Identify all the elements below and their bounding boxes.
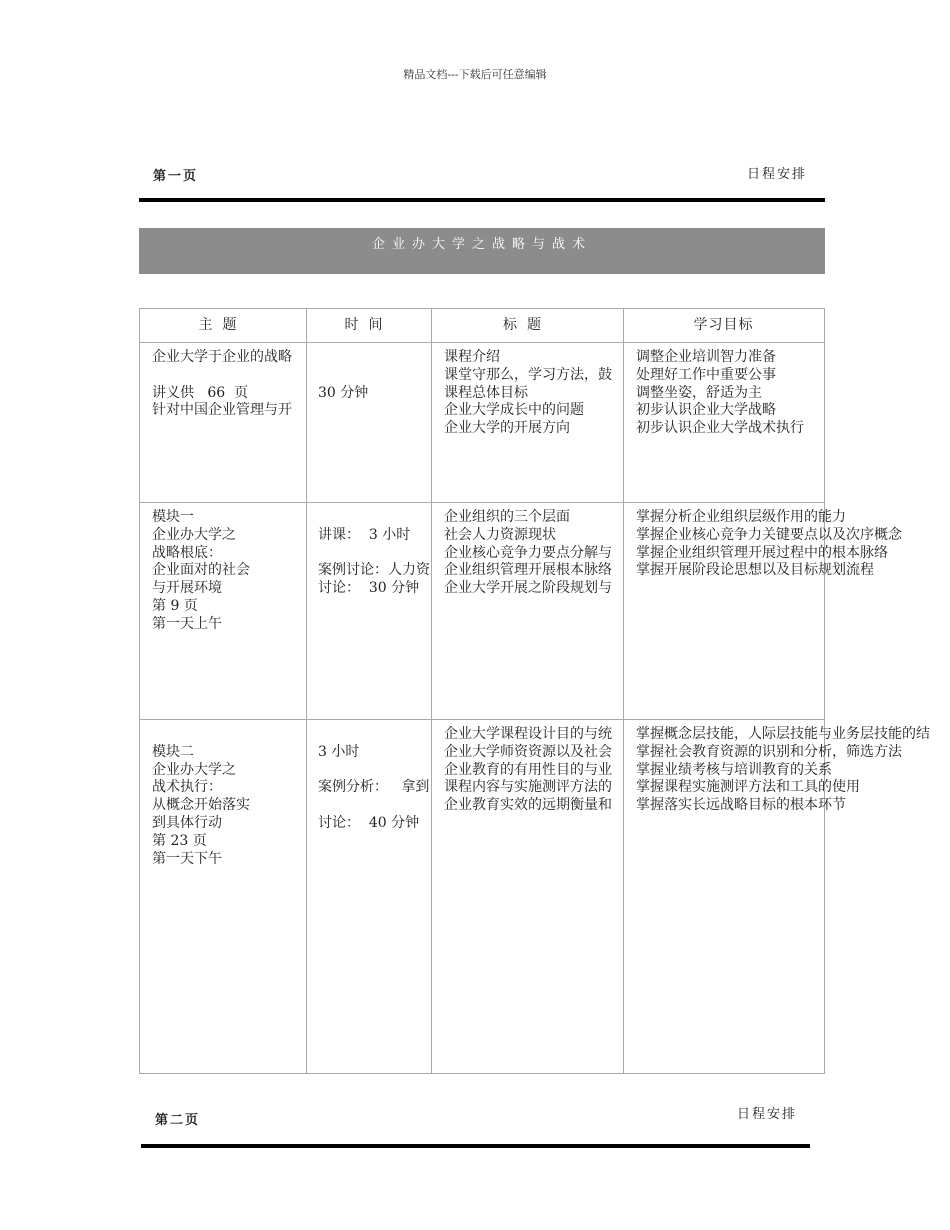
schedule-label-1: 日程安排	[747, 167, 808, 182]
cell-line: 针对中国企业管理与开	[152, 402, 292, 419]
cell-line: 社会人力资源现状	[444, 526, 556, 543]
cell-line: 企业大学课程设计目的与统	[444, 726, 612, 742]
watermark-text: 精品文档---下载后可任意编辑	[403, 68, 547, 81]
cell-line: 企业办大学之	[152, 526, 236, 543]
cell-line: 初步认识企业大学战略	[636, 402, 776, 419]
cell-line: 处理好工作中重要公事	[636, 366, 776, 383]
cell-line: 案例分析： 拿到	[318, 779, 430, 796]
cell-line: 课程总体目标	[444, 384, 528, 401]
cell-line: 课程介绍	[444, 349, 500, 365]
row-3-goals	[636, 726, 950, 815]
cell-line: 企业办大学之	[152, 761, 236, 778]
row-2-time	[318, 509, 431, 598]
cell-line: 课堂守那么，学习方法，鼓	[444, 366, 612, 383]
cell-line: 案例讨论：人力资	[318, 562, 430, 579]
cell-line: 掌握概念层技能，人际层技能与业务层技能的结	[636, 726, 930, 742]
cell-line: 课程内容与实施测评方法的	[444, 779, 612, 796]
cell-line: 第 9 页	[152, 597, 198, 614]
row-3-titles	[444, 726, 623, 815]
cell-line: 企业大学师资资源以及社会	[444, 743, 612, 760]
cell-line	[318, 367, 431, 385]
cell-line: 企业大学于企业的战略	[152, 349, 292, 365]
cell-line: 企业面对的社会	[152, 562, 250, 579]
page-label-2: 第二页	[155, 1113, 201, 1128]
row-1-goals	[636, 349, 804, 438]
cell-line: 企业组织的三个层面	[444, 509, 570, 525]
cell-line: 模块二	[152, 743, 194, 760]
cell-line: 模块一	[152, 509, 194, 525]
cell-line: 讨论： 30 分钟	[318, 580, 420, 597]
cell-line: 掌握分析企业组织层级作用的能力	[636, 509, 846, 525]
row-3-topic	[152, 726, 306, 868]
row-1-titles	[444, 349, 623, 438]
cell-line: 企业教育的有用性目的与业	[444, 761, 612, 778]
header-time: 时间	[344, 317, 393, 333]
cell-line: 第一天下午	[152, 850, 222, 867]
cell-line	[318, 545, 431, 563]
cell-line: 与开展环境	[152, 580, 222, 597]
cell-line: 企业大学开展之阶段规划与	[444, 580, 612, 597]
page-label-1: 第一页	[153, 169, 199, 184]
cell-line: 到具体行动	[152, 814, 222, 831]
cell-line	[152, 367, 306, 385]
cell-line: 企业核心竞争力要点分解与	[444, 544, 612, 561]
row-1-time	[318, 349, 431, 402]
header-rule-2	[141, 1144, 810, 1148]
cell-line: 企业大学的开展方向	[444, 420, 570, 437]
cell-line: 掌握开展阶段论思想以及目标规划流程	[636, 562, 874, 579]
course-title-banner: 企业办大学之战略与战术	[139, 228, 825, 274]
cell-line: 第 23 页	[152, 832, 207, 849]
cell-line: 掌握企业组织管理开展过程中的根本脉络	[636, 544, 888, 561]
row-2-goals	[636, 509, 950, 580]
cell-line: 3 小时	[318, 743, 360, 760]
cell-line: 掌握企业核心竞争力关键要点以及次序概念	[636, 526, 902, 543]
cell-line	[152, 726, 306, 744]
cell-line	[318, 509, 431, 527]
cell-line: 从概念开始落实	[152, 797, 250, 814]
cell-line: 掌握社会教育资源的识别和分析，筛选方法	[636, 743, 902, 760]
row-1-topic	[152, 349, 306, 420]
cell-line: 掌握落实长远战略目标的根本环节	[636, 797, 846, 814]
header-title: 标题	[503, 317, 551, 333]
cell-line: 讲义供 66 页	[152, 384, 249, 401]
row-2-titles	[444, 509, 623, 598]
cell-line: 企业组织管理开展根本脉络	[444, 562, 612, 579]
cell-line: 掌握业绩考核与培训教育的关系	[636, 761, 832, 778]
cell-line	[318, 797, 431, 815]
cell-line: 30 分钟	[318, 384, 369, 401]
cell-line	[318, 349, 431, 367]
header-topic: 主题	[198, 317, 247, 333]
schedule-table	[139, 308, 930, 1074]
cell-line: 第一天上午	[152, 615, 222, 632]
header-goals: 学习目标	[693, 317, 754, 333]
row-2-topic	[152, 509, 306, 634]
header-rule-1	[139, 198, 825, 202]
row-3-time	[318, 726, 431, 833]
cell-line: 企业大学成长中的问题	[444, 402, 584, 419]
cell-line: 企业教育实效的远期衡量和	[444, 797, 612, 814]
cell-line: 战术执行：	[152, 779, 222, 796]
cell-line: 讲课： 3 小时	[318, 526, 411, 543]
cell-line: 掌握课程实施测评方法和工具的使用	[636, 779, 860, 796]
cell-line	[318, 762, 431, 780]
cell-line: 讨论： 40 分钟	[318, 814, 420, 831]
cell-line	[318, 726, 431, 744]
cell-line: 战略根底：	[152, 544, 222, 561]
schedule-label-2: 日程安排	[737, 1107, 798, 1122]
cell-line: 初步认识企业大学战术执行	[636, 420, 804, 437]
cell-line: 调整企业培训智力准备	[636, 349, 776, 365]
cell-line: 调整坐姿，舒适为主	[636, 384, 762, 401]
